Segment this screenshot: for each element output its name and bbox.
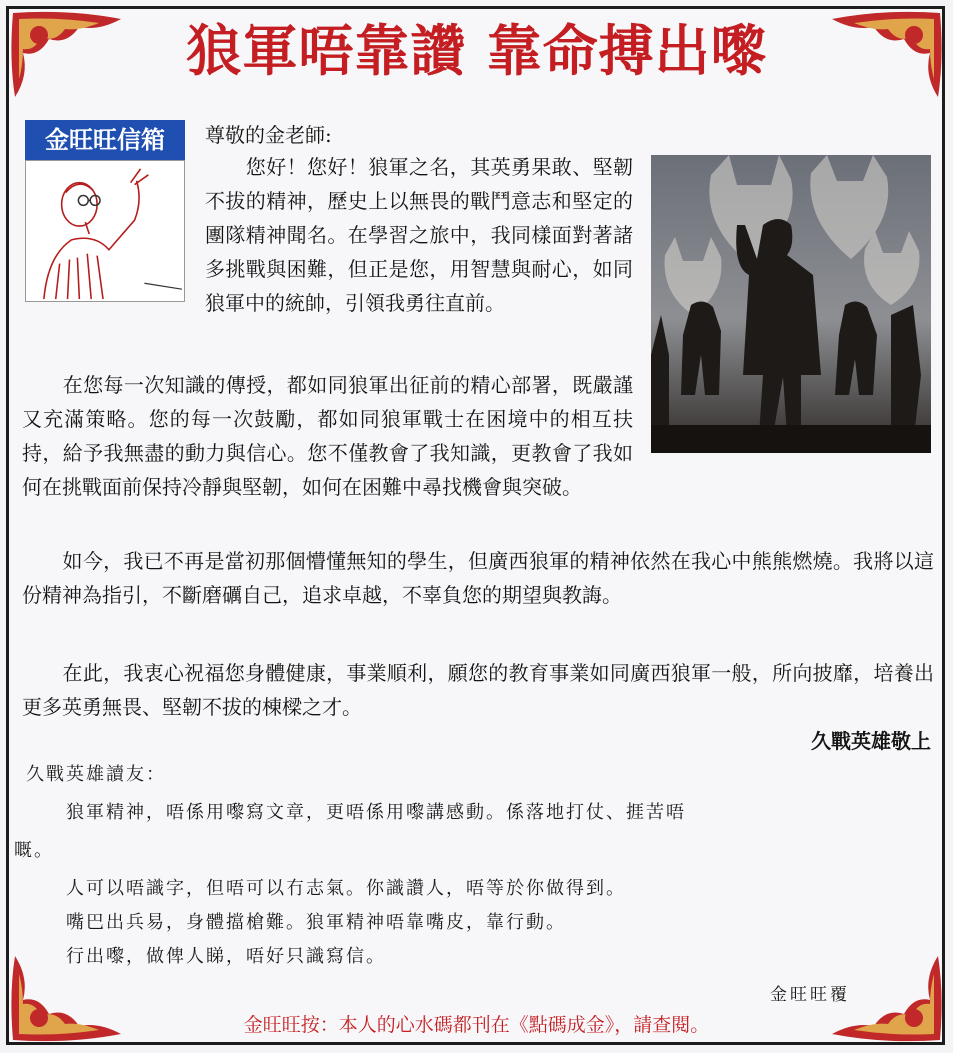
corner-ornament-top-right [826,9,944,101]
letter-paragraph-2: 在您每一次知識的傳授，都如同狼軍出征前的精心部署，既嚴謹又充滿策略。您的每一次鼓勵，都如同狼軍戰士在困境中的相互扶持，給予我無盡的動力與信心。您不僅教會了我知識，更教會了我如何在挑戰面前保持冷靜與堅韌，如何在困難中尋找機會與突破。 [22,373,633,499]
letter-salutation: 尊敬的金老師: [205,123,332,147]
reply-line-4: 行出嚟，做俾人睇，唔好只識寫信。 [26,946,386,967]
reply-line-1: 狼軍精神，唔係用嚟寫文章，更唔係用嚟講感動。係落地打仗、捱苦唔 [26,802,686,823]
columnist-cartoon [25,160,185,302]
reply-signature: 金旺旺覆 [770,985,850,1005]
reply-line-3: 嘴巴出兵易，身體擋槍難。狼軍精神唔靠嘴皮，靠行動。 [26,912,566,933]
letter-paragraph-4: 在此，我衷心祝福您身體健康，事業順利，願您的教育事業如同廣西狼軍一般，所向披靡，培養出更多英勇無畏、堅韌不拔的棟樑之才。 [22,661,934,719]
wolf-army-illustration [651,155,931,453]
reply-salutation: 久戰英雄讀友： [26,764,166,785]
reply-line-1-cont: 嘅。 [14,840,54,861]
corner-ornament-top-left [9,9,127,101]
column-badge: 金旺旺信箱 [25,120,185,160]
letter-paragraph-3: 如今，我已不再是當初那個懵懂無知的學生，但廣西狼軍的精神依然在我心中熊熊燃燒。我將以這份精神為指引，不斷磨礪自己，追求卓越，不辜負您的期望與教誨。 [22,549,934,607]
headline: 狼軍唔靠讚 靠命搏出嚟 [186,19,767,83]
letter-paragraph-1: 您好！您好！狼軍之名，其英勇果敢、堅韌不拔的精神，歷史上以無畏的戰鬥意志和堅定的團隊精神聞名。在學習之旅中，我同樣面對著諸多挑戰與困難，但正是您，用智慧與耐心，如同狼軍中的統帥，引領我勇往直前。 [205,155,633,315]
footnote: 金旺旺按：本人的心水碼都刊在《點碼成金》，請查閱。 [243,1014,710,1036]
letter-signature: 久戰英雄敬上 [811,729,931,753]
reply-line-2: 人可以唔識字，但唔可以冇志氣。你識讚人，唔等於你做得到。 [26,878,626,899]
